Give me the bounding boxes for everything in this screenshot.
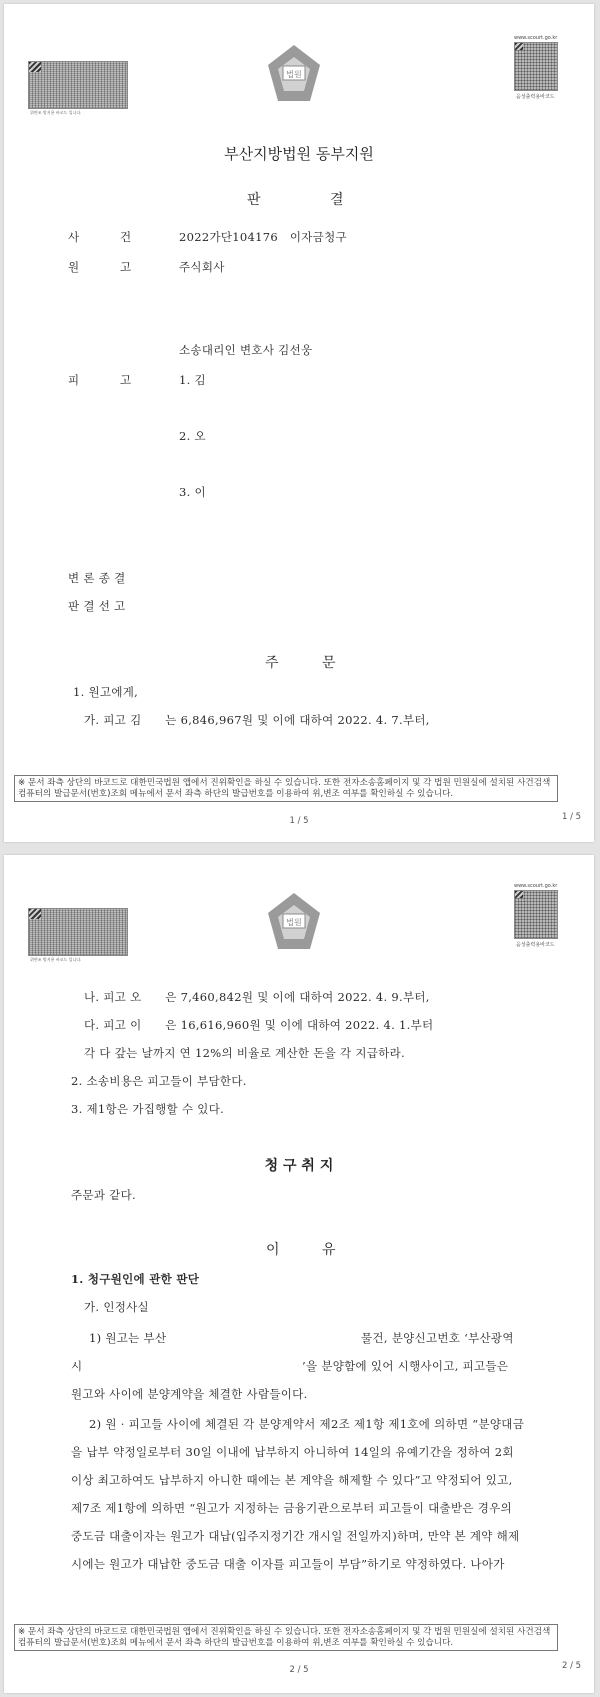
forgery-prevention-barcode (28, 61, 128, 109)
para2-line4: 제7조 제1항에 의하면 “원고가 지정하는 금융기관으로부터 피고들이 대출받은 경우의 (71, 1501, 512, 1515)
defendant-label-1: 피 (68, 373, 80, 387)
svg-text:법원: 법원 (286, 918, 302, 927)
qr-caption: 음성출력용바코드 (516, 94, 555, 100)
para1-line3: 원고와 사이에 분양계약을 체결한 사람들이다. (71, 1387, 308, 1401)
para1-line2-left: 시 (71, 1359, 83, 1373)
order-line-ga: 가. 피고 김 는 6,846,967원 및 이에 대하여 2022. 4. 7.부터, (84, 713, 430, 727)
para2-line5: 중도금 대출이자는 원고가 대납(입주지정기간 개시일 전일까지)하며, 만약 본 계약 해제 (71, 1529, 520, 1543)
order-heading-char-2: 문 (322, 655, 336, 671)
court-emblem-icon (266, 891, 322, 953)
defendant-2: 2. 오 (179, 429, 206, 443)
qr-caption: 음성출력용바코드 (516, 942, 555, 948)
reason-heading-char-2: 유 (322, 1242, 336, 1258)
reason-heading-char-1: 이 (266, 1242, 280, 1258)
order-line-da: 다. 피고 이 은 16,616,960원 및 이에 대하여 2022. 4. 1.부터 (84, 1018, 434, 1032)
qr-url: www.scourt.go.kr (514, 883, 558, 889)
verification-notice: ※ 문서 좌측 상단의 바코드로 대한민국법원 앱에서 진위확인을 하실 수 있습니다. 또한 전자소송홈페이지 및 각 법원 민원실에 설치된 사건검색 컴퓨터의 발급문서(번호)조회 메뉴에서 문서 좌측 하단의 발급번호를 이용하여 위,변조 여부를 확인하실 수 있습니다. (14, 775, 558, 802)
para1-line2-right: ’을 분양함에 있어 시행사이고, 피고들은 (302, 1359, 509, 1373)
plaintiff-name: 주식회사 (179, 260, 225, 274)
plaintiff-attorney: 소송대리인 변호사 김선웅 (179, 343, 313, 357)
defendant-3: 3. 이 (179, 485, 206, 499)
voice-output-qr-code (514, 890, 558, 939)
forgery-prevention-barcode (28, 908, 128, 956)
para2-line1: 2) 원 · 피고들 사이에 체결된 각 분양계약서 제2조 제1항 제1호에 의하면 “분양대금 (89, 1417, 525, 1431)
court-emblem-icon (266, 43, 322, 105)
order-line-2: 2. 소송비용은 피고들이 부담한다. (71, 1074, 247, 1088)
defendant-1: 1. 김 (179, 373, 206, 387)
plaintiff-label-1: 원 (68, 260, 80, 274)
case-label-2: 건 (120, 230, 132, 244)
page-number-right: 1 / 5 (562, 812, 582, 822)
doc-type-char-1: 판 (247, 192, 261, 208)
para2-line6: 시에는 원고가 대납한 중도금 대출 이자를 피고들이 부담”하기로 약정하였다. 나아가 (71, 1557, 505, 1571)
svg-text:법원: 법원 (286, 70, 302, 79)
claim-heading: 청 구 취 지 (264, 1158, 334, 1174)
barcode-caption: 위변조 방지용 바코드 입니다. (30, 110, 82, 115)
para1-line1-right: 물건, 분양신고번호 ‘부산광역 (361, 1331, 514, 1345)
defendant-label-2: 고 (120, 373, 132, 387)
para2-line2: 을 납부 약정일로부터 30일 이내에 납부하지 아니하여 14일의 유예기간을 정하여 2회 (71, 1445, 514, 1459)
page-number-center: 2 / 5 (289, 1665, 309, 1675)
case-label-1: 사 (68, 230, 80, 244)
para2-line3: 이상 최고하여도 납부하지 아니한 때에는 본 계약을 해제할 수 있다”고 약정되어 있고, (71, 1473, 513, 1487)
para1-line1-left: 1) 원고는 부산 (89, 1331, 167, 1345)
claim-text: 주문과 같다. (71, 1188, 136, 1202)
document-page-2 (4, 855, 594, 1693)
order-line-3: 3. 제1항은 가집행할 수 있다. (71, 1102, 225, 1116)
judgment-date-label: 판 결 선 고 (68, 599, 126, 613)
order-line-interest: 각 다 갚는 날까지 연 12%의 비율로 계산한 돈을 각 지급하라. (84, 1046, 405, 1060)
order-line-1: 1. 원고에게, (73, 685, 139, 699)
subsection-ga-heading: 가. 인정사실 (84, 1300, 149, 1314)
document-page-1 (4, 4, 594, 842)
closing-of-argument-label: 변 론 종 결 (68, 571, 126, 585)
qr-url: www.scourt.go.kr (514, 35, 558, 41)
order-line-na: 나. 피고 오 은 7,460,842원 및 이에 대하여 2022. 4. 9.부터, (84, 990, 430, 1004)
case-number: 2022가단104176 이자금청구 (179, 230, 347, 244)
barcode-caption: 위변조 방지용 바코드 입니다. (30, 957, 82, 962)
doc-type-char-2: 결 (330, 192, 344, 208)
verification-notice: ※ 문서 좌측 상단의 바코드로 대한민국법원 앱에서 진위확인을 하실 수 있습니다. 또한 전자소송홈페이지 및 각 법원 민원실에 설치된 사건검색 컴퓨터의 발급문서(번호)조회 메뉴에서 문서 좌측 하단의 발급번호를 이용하여 위,변조 여부를 확인하실 수 있습니다. (14, 1624, 558, 1651)
plaintiff-label-2: 고 (120, 260, 132, 274)
page-number-right: 2 / 5 (562, 1661, 582, 1671)
page-number-center: 1 / 5 (289, 816, 309, 826)
order-heading-char-1: 주 (265, 655, 279, 671)
voice-output-qr-code (514, 42, 558, 91)
court-name: 부산지방법원 동부지원 (224, 145, 374, 163)
section-1-heading: 1. 청구원인에 관한 판단 (71, 1272, 200, 1286)
